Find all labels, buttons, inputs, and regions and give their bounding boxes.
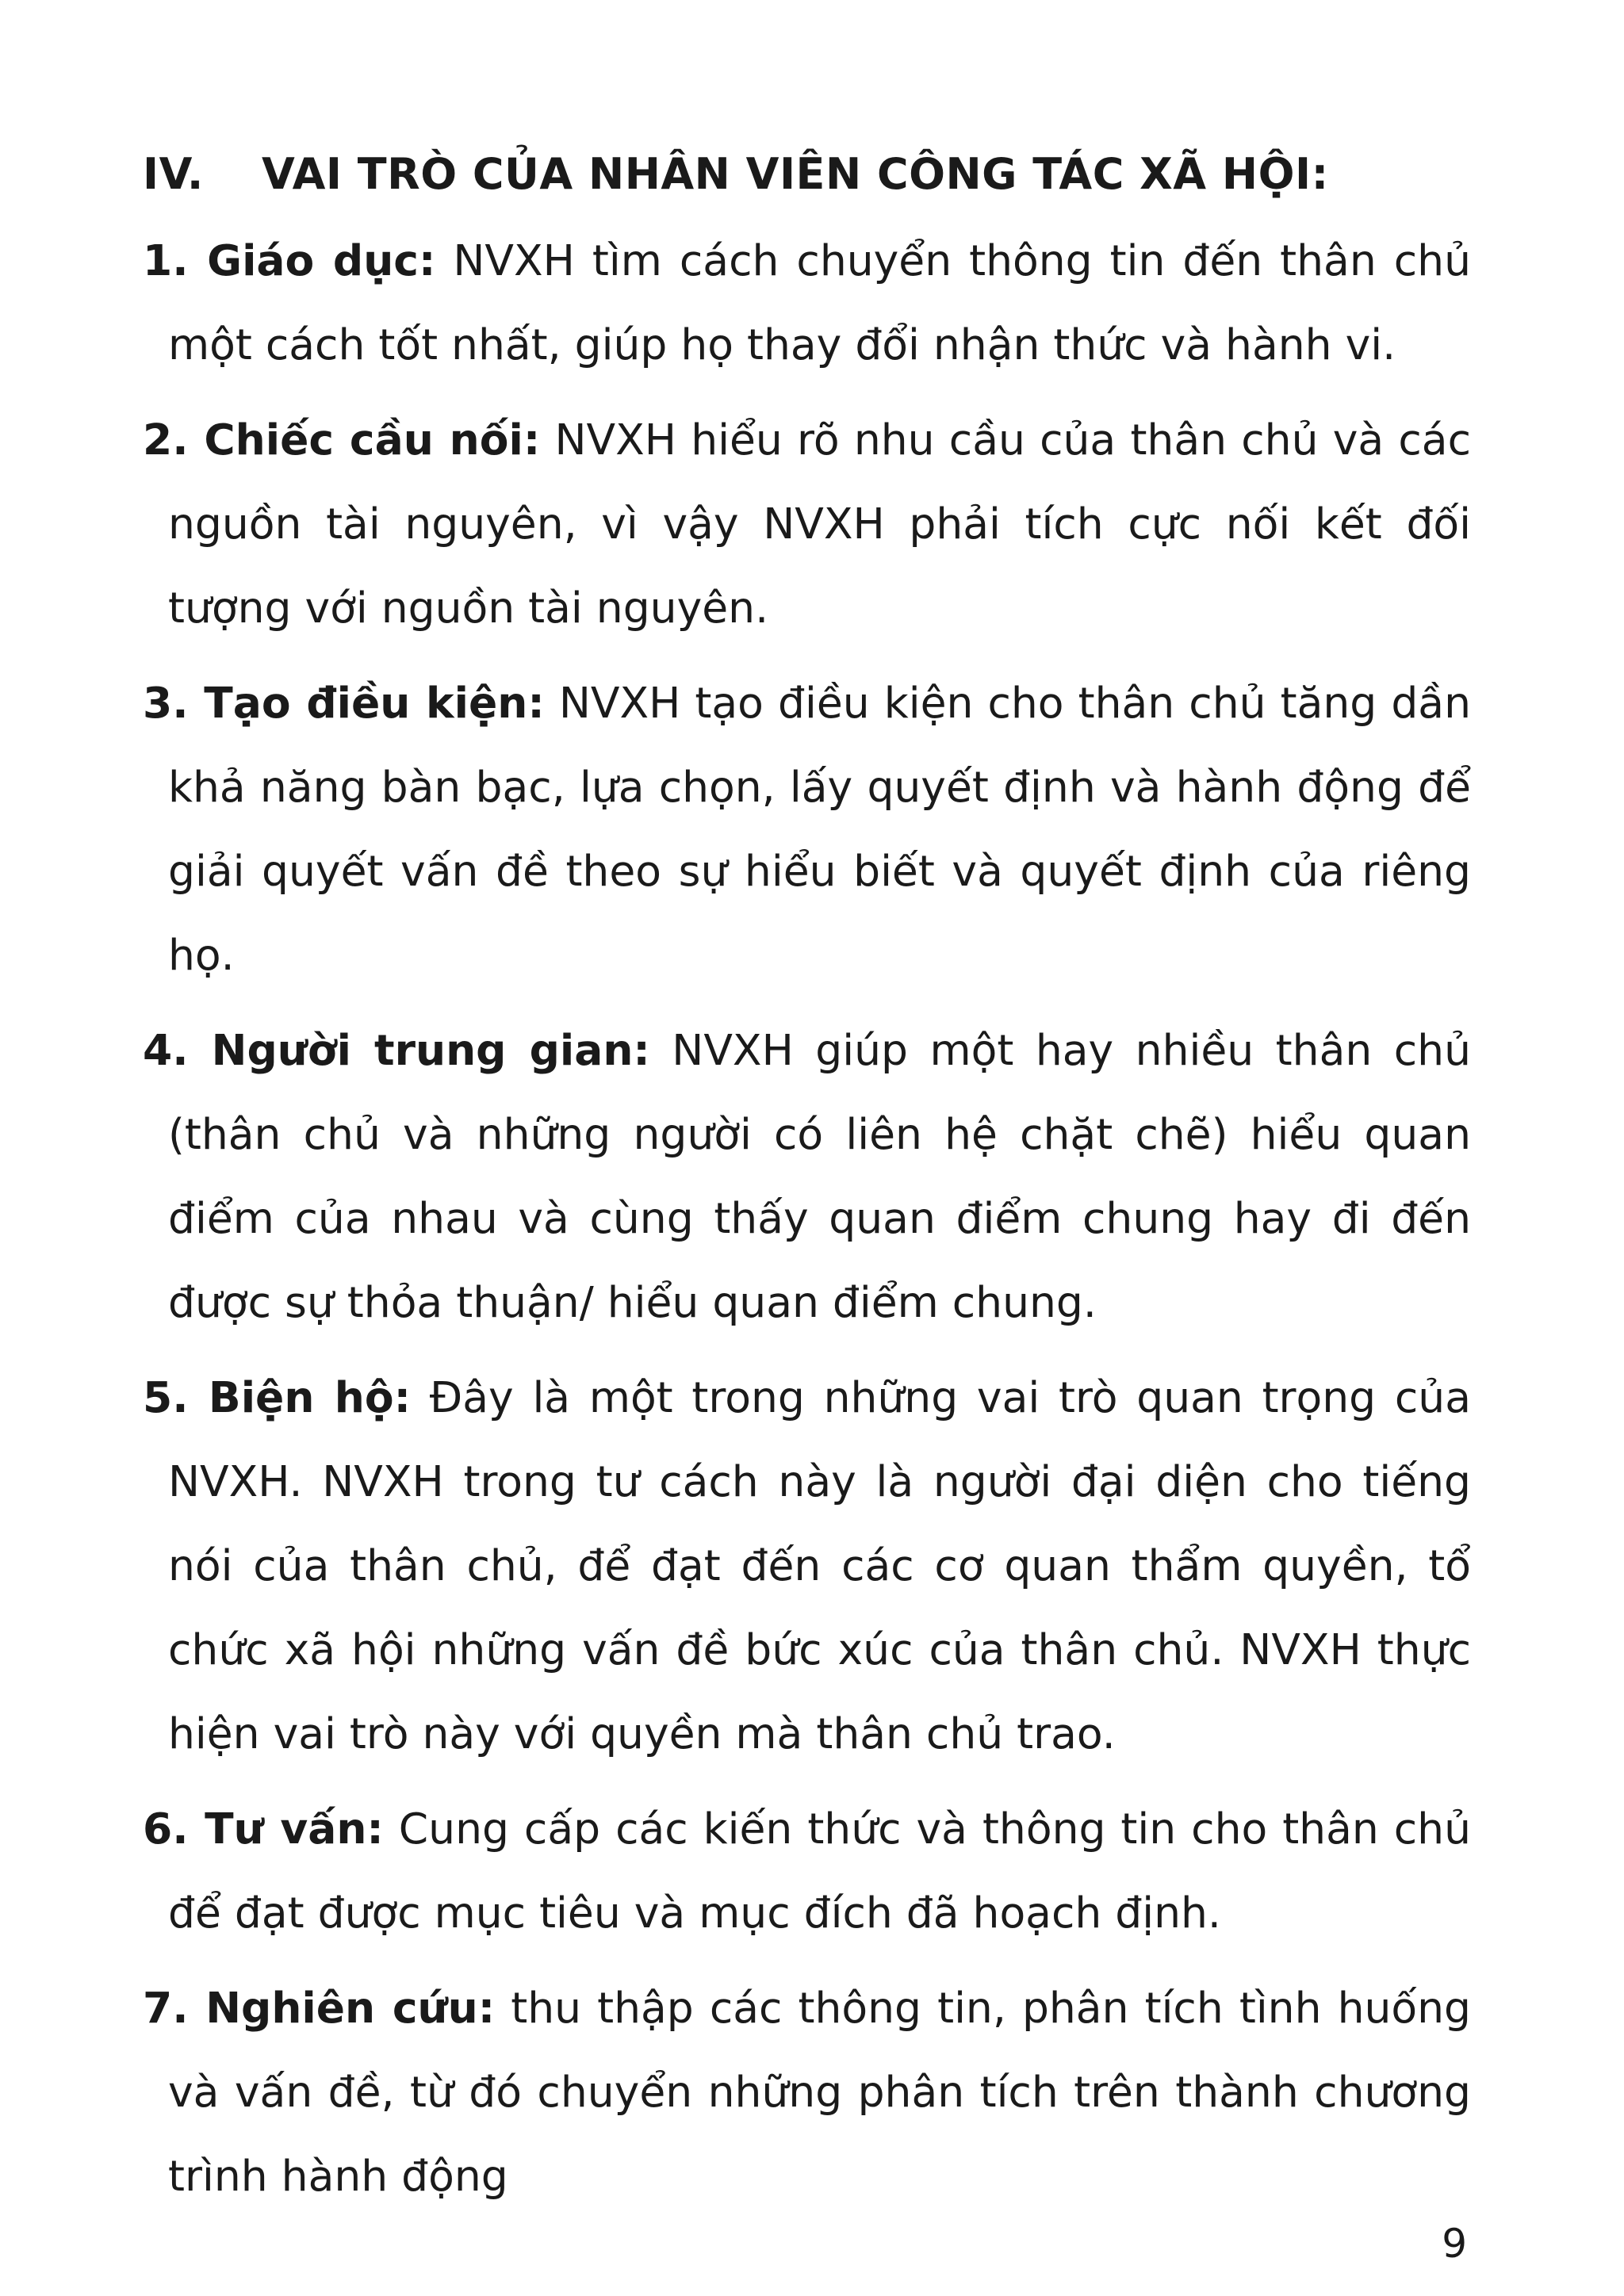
role-text: Cung cấp các kiến thức và thông tin cho thân chủ để đạt được mục tiêu và mục đích đã hoạch định.: [168, 1804, 1472, 1938]
role-label: 2. Chiếc cầu nối:: [143, 415, 541, 465]
role-label: 6. Tư vấn:: [143, 1804, 384, 1854]
role-text: NVXH hiểu rõ nhu cầu của thân chủ và các nguồn tài nguyên, vì vậy NVXH phải tích cực nối kết đối tượng với nguồn tài nguyên.: [168, 415, 1471, 633]
role-item-education: [143, 219, 1471, 387]
role-label: 5. Biện hộ:: [143, 1372, 412, 1422]
role-label: 7. Nghiên cứu:: [143, 1983, 496, 2033]
section-heading: [143, 135, 1471, 214]
role-text: Đây là một trong những vai trò quan trọng của NVXH. NVXH trong tư cách này là người đại diện cho tiếng nói của thân chủ, để đạt đến các cơ quan thẩm quyền, tổ chức xã hội những vấn đề bức xúc của thân chủ. NVXH thực hiện vai trò này với quyền mà thân chủ trao.: [168, 1372, 1471, 1758]
section-title: VAI TRÒ CỦA NHÂN VIÊN CÔNG TÁC XÃ HỘI:: [262, 149, 1329, 199]
role-item-bridge: [143, 398, 1471, 650]
role-text: NVXH giúp một hay nhiều thân chủ (thân chủ và những người có liên hệ chặt chẽ) hiểu quan điểm của nhau và cùng thấy quan điểm chung hay đi đến được sự thỏa thuận/ hiểu quan điểm chung.: [168, 1025, 1471, 1327]
role-text: NVXH tạo điều kiện cho thân chủ tăng dần khả năng bàn bạc, lựa chọn, lấy quyết định và hành động để giải quyết vấn đề theo sự hiểu biết và quyết định của riêng họ.: [168, 678, 1471, 980]
role-label: 1. Giáo dục:: [143, 235, 436, 285]
role-label: 3. Tạo điều kiện:: [143, 678, 545, 728]
role-label: 4. Người trung gian:: [143, 1025, 650, 1075]
page-number: 9: [1442, 2221, 1467, 2267]
role-item-counselor: [143, 1787, 1471, 1955]
document-page: [143, 135, 1471, 2229]
role-item-advocate: [143, 1356, 1471, 1776]
role-text: NVXH tìm cách chuyển thông tin đến thân chủ một cách tốt nhất, giúp họ thay đổi nhận thức và hành vi.: [168, 235, 1471, 369]
role-text: thu thập các thông tin, phân tích tình huống và vấn đề, từ đó chuyển những phân tích trên thành chương trình hành động: [168, 1983, 1472, 2201]
role-item-enabler: [143, 661, 1471, 997]
role-item-mediator: [143, 1008, 1471, 1345]
role-item-researcher: [143, 1966, 1471, 2218]
section-number: IV.: [143, 149, 204, 199]
